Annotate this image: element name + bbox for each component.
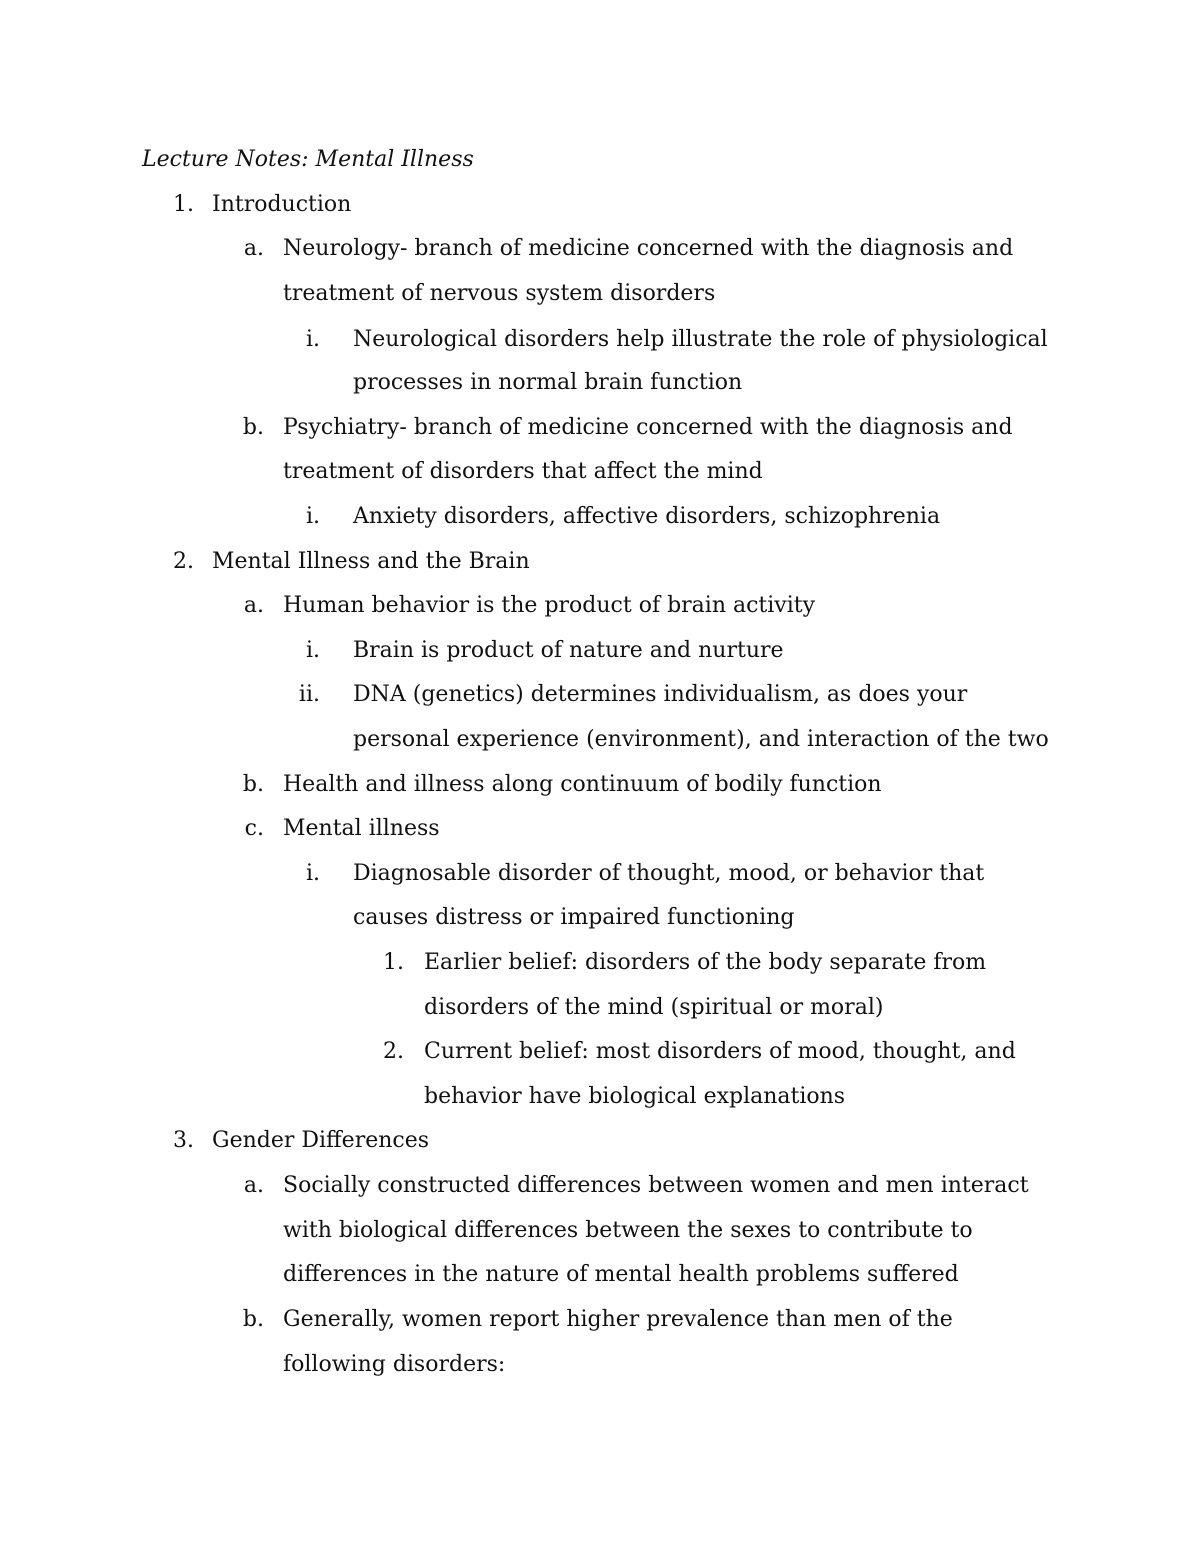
list-marker: i. — [305, 504, 320, 529]
list-marker: 1. — [173, 192, 194, 217]
list-marker: i. — [305, 327, 320, 352]
page-title: Lecture Notes: Mental Illness — [142, 147, 474, 172]
list-item-text: Current belief: most disorders of mood, thought, and — [424, 1039, 1016, 1064]
list-item-text: Brain is product of nature and nurture — [353, 638, 784, 663]
list-item-text: Diagnosable disorder of thought, mood, or behavior that — [353, 861, 985, 886]
list-marker: i. — [305, 861, 320, 886]
list-marker: c. — [244, 816, 264, 841]
list-item-text: causes distress or impaired functioning — [353, 905, 795, 930]
list-marker: ii. — [298, 682, 320, 707]
list-item-text: processes in normal brain function — [353, 370, 743, 395]
list-item-text: Mental Illness and the Brain — [212, 549, 530, 574]
list-item-text: Psychiatry- branch of medicine concerned with the diagnosis and — [283, 415, 1013, 440]
list-item-text: treatment of nervous system disorders — [283, 281, 716, 306]
list-marker: i. — [305, 638, 320, 663]
list-marker: a. — [243, 593, 264, 618]
list-item-text: Socially constructed differences between women and men interact — [283, 1173, 1029, 1198]
list-item-text: DNA (genetics) determines individualism, as does your — [353, 682, 968, 707]
list-item-text: Generally, women report higher prevalence than men of the — [283, 1307, 953, 1332]
list-item-text: Introduction — [212, 192, 352, 217]
list-item-text: differences in the nature of mental health problems suffered — [283, 1262, 959, 1287]
list-marker: a. — [243, 236, 264, 261]
list-item-text: following disorders: — [283, 1352, 506, 1377]
list-marker: b. — [242, 1307, 264, 1332]
list-item-text: disorders of the mind (spiritual or moral) — [424, 995, 884, 1020]
list-marker: a. — [243, 1173, 264, 1198]
list-marker: b. — [242, 772, 264, 797]
list-marker: 2. — [173, 549, 194, 574]
list-item-text: personal experience (environment), and interaction of the two — [353, 727, 1049, 752]
list-item-text: Neurology- branch of medicine concerned with the diagnosis and — [283, 236, 1014, 261]
list-item-text: Neurological disorders help illustrate the role of physiological — [353, 327, 1048, 352]
list-item-text: Earlier belief: disorders of the body separate from — [424, 950, 987, 975]
list-item-text: Human behavior is the product of brain activity — [283, 593, 816, 618]
list-marker: b. — [242, 415, 264, 440]
list-item-text: treatment of disorders that affect the mind — [283, 459, 763, 484]
list-marker: 2. — [383, 1039, 404, 1064]
list-item-text: Mental illness — [283, 816, 440, 841]
list-marker: 3. — [173, 1128, 194, 1153]
list-item-text: Gender Differences — [212, 1128, 430, 1153]
list-marker: 1. — [383, 950, 404, 975]
list-item-text: behavior have biological explanations — [424, 1084, 846, 1109]
list-item-text: with biological differences between the sexes to contribute to — [283, 1218, 973, 1243]
list-item-text: Anxiety disorders, affective disorders, schizophrenia — [353, 504, 941, 529]
list-item-text: Health and illness along continuum of bodily function — [283, 772, 882, 797]
